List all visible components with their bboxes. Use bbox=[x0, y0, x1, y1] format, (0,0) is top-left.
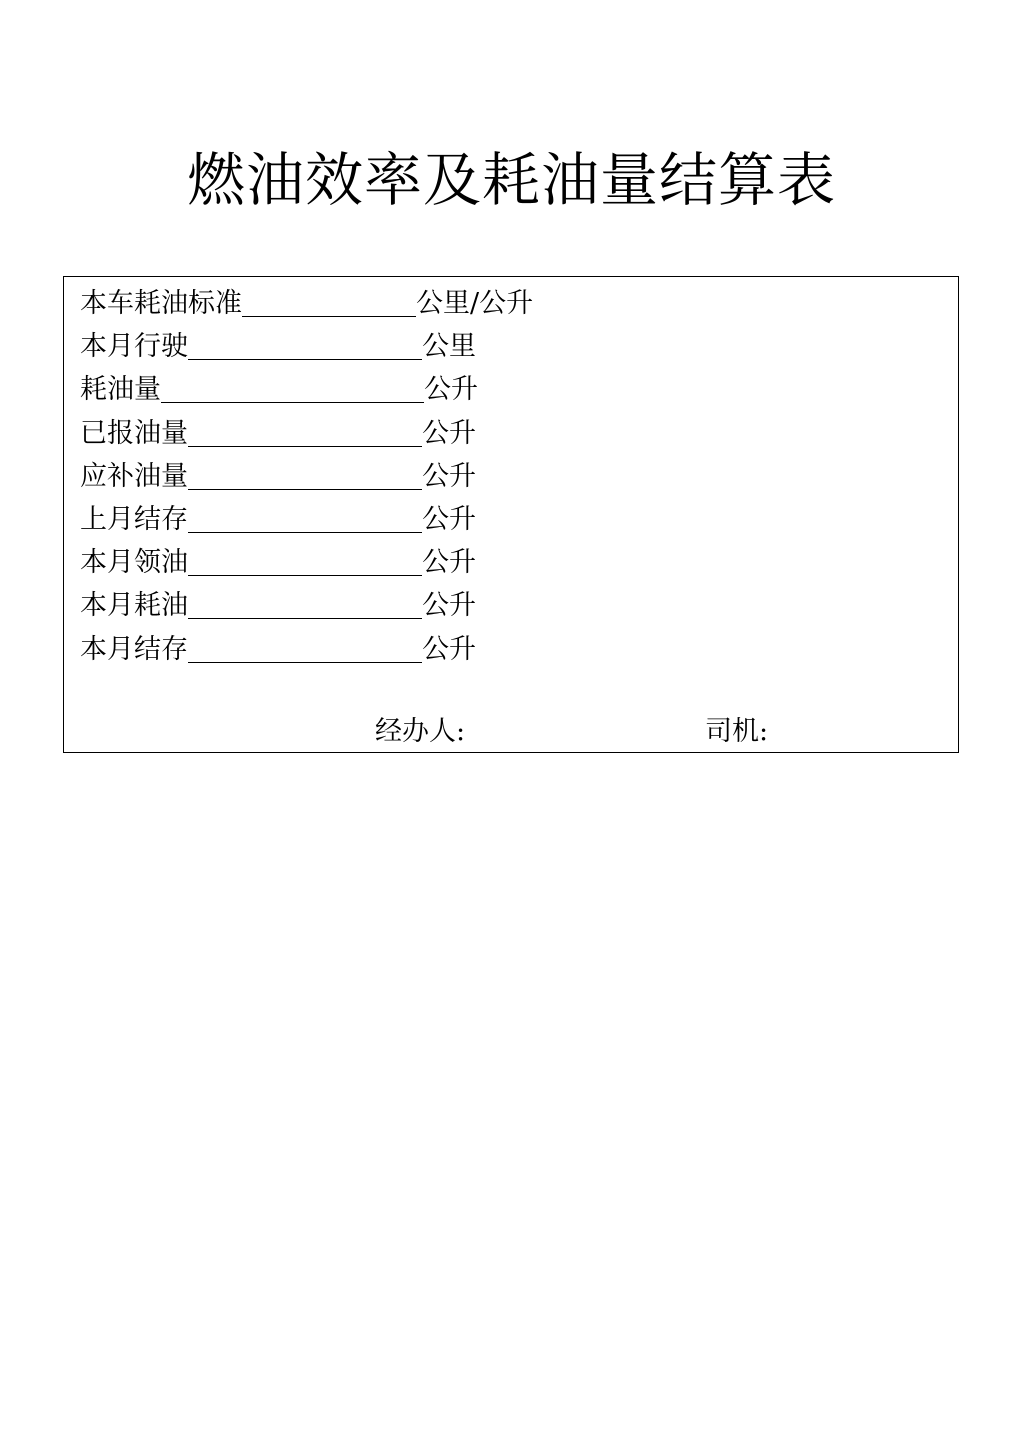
row-unit: 公里/公升 bbox=[416, 288, 534, 319]
row-unit: 公升 bbox=[422, 461, 476, 492]
fill-in-blank[interactable] bbox=[188, 504, 422, 533]
row-label: 耗油量 bbox=[80, 374, 161, 405]
fill-in-blank[interactable] bbox=[242, 288, 416, 317]
row-label: 本月行驶 bbox=[80, 331, 188, 362]
row-label: 已报油量 bbox=[80, 418, 188, 449]
row-unit: 公升 bbox=[422, 418, 476, 449]
page-title: 燃油效率及耗油量结算表 bbox=[186, 146, 836, 214]
form-row-monthly-distance bbox=[80, 324, 476, 364]
row-unit: 公升 bbox=[422, 504, 476, 535]
row-unit: 公升 bbox=[422, 547, 476, 578]
row-label: 本车耗油标准 bbox=[80, 288, 242, 319]
form-row-supplementary-fuel bbox=[80, 454, 476, 494]
form-row-fuel-consumption bbox=[80, 367, 478, 407]
row-unit: 公升 bbox=[424, 374, 478, 405]
form-row-monthly-balance bbox=[80, 627, 476, 667]
fill-in-blank[interactable] bbox=[161, 374, 424, 403]
fill-in-blank[interactable] bbox=[188, 634, 422, 663]
row-unit: 公里 bbox=[422, 331, 476, 362]
fill-in-blank[interactable] bbox=[188, 331, 422, 360]
row-label: 本月结存 bbox=[80, 634, 188, 665]
form-row-monthly-fuel-received bbox=[80, 540, 476, 580]
fill-in-blank[interactable] bbox=[188, 590, 422, 619]
driver-signature-label: 司机: bbox=[705, 716, 769, 747]
fill-in-blank[interactable] bbox=[188, 547, 422, 576]
form-row-fuel-standard bbox=[80, 281, 533, 321]
fill-in-blank[interactable] bbox=[188, 418, 422, 447]
fuel-settlement-form bbox=[63, 276, 959, 753]
row-unit: 公升 bbox=[422, 590, 476, 621]
fill-in-blank[interactable] bbox=[188, 461, 422, 490]
row-label: 上月结存 bbox=[80, 504, 188, 535]
row-unit: 公升 bbox=[422, 634, 476, 665]
row-label: 本月耗油 bbox=[80, 590, 188, 621]
handler-signature-label: 经办人: bbox=[375, 716, 466, 747]
form-row-monthly-fuel-used bbox=[80, 583, 476, 623]
form-row-reported-fuel bbox=[80, 411, 476, 451]
form-row-last-month-balance bbox=[80, 497, 476, 537]
row-label: 应补油量 bbox=[80, 461, 188, 492]
row-label: 本月领油 bbox=[80, 547, 188, 578]
